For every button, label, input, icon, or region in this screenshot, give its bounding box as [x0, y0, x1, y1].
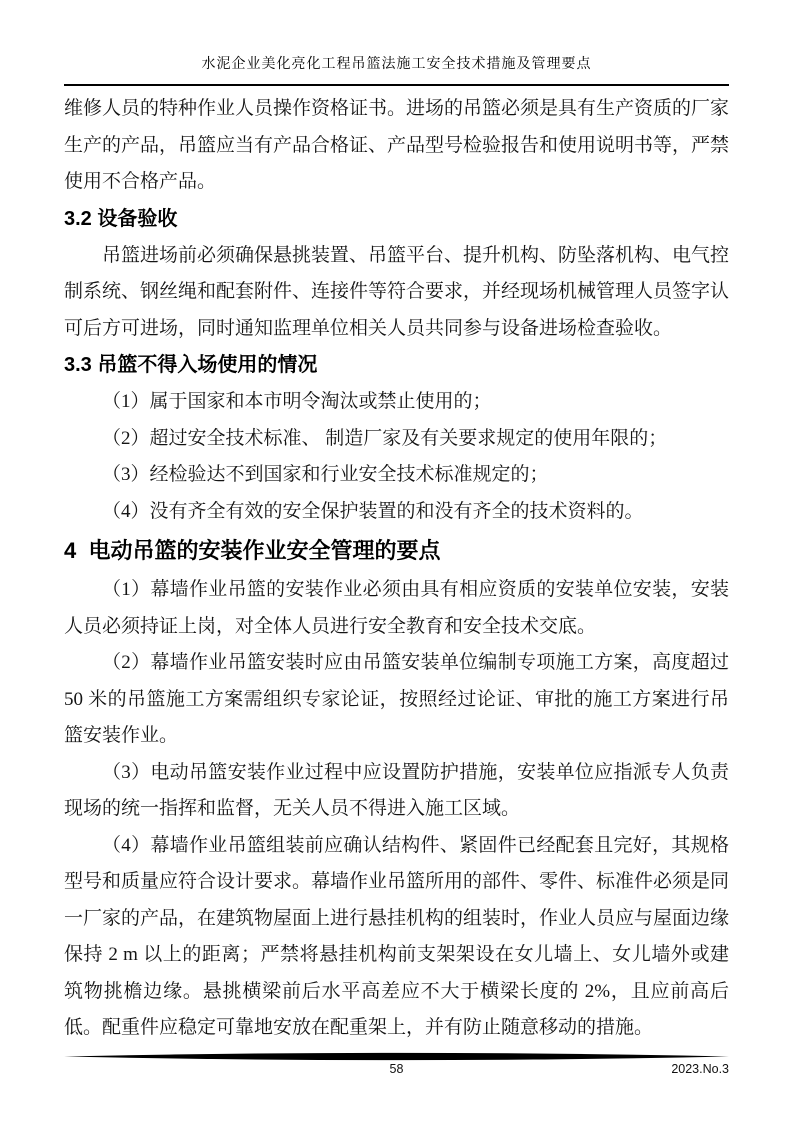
- footer-divider-bar-icon: [64, 1052, 729, 1061]
- section-4-paragraph: （2）幕墙作业吊篮安装时应由吊篮安装单位编制专项施工方案，高度超过50 米的吊篮施工方案需组织专家论证，按照经过论证、审批的施工方案进行吊篮安装作业。: [64, 652, 729, 746]
- page-number: 58: [389, 1062, 404, 1076]
- continuation-paragraph: 维修人员的特种作业人员操作资格证书。进场的吊篮必须是具有生产资质的厂家生产的产品，吊篮应当有产品合格证、产品型号检验报告和使用说明书等，严禁使用不合格产品。: [64, 98, 730, 192]
- section-4-heading: 4 电动吊篮的安装作业安全管理的要点: [64, 538, 441, 563]
- section-3-3-item: （2）超过安全技术标准、 制造厂家及有关要求规定的使用年限的；: [102, 427, 668, 449]
- page-footer: [64, 1052, 729, 1082]
- page-body: [64, 86, 729, 1047]
- header-title: 水泥企业美化亮化工程吊篮法施工安全技术措施及管理要点: [201, 57, 592, 72]
- section-3-2-paragraph: 吊篮进场前必须确保悬挑装置、吊篮平台、提升机构、防坠落机构、电气控制系统、钢丝绳和配套附件、连接件等符合要求，并经现场机械管理人员签字认可后方可进场，同时通知监理单位相关人员共同参与设备进场检查验收。: [64, 244, 730, 339]
- section-3-3-item: （3）经检验达不到国家和行业安全技术标准规定的；: [102, 464, 549, 485]
- issue-label: 2023.No.3: [671, 1062, 729, 1076]
- section-3-3-item: （4）没有齐全有效的安全保护装置的和没有齐全的技术资料的。: [102, 500, 644, 522]
- section-3-3-heading: 3.3 吊篮不得入场使用的情况: [64, 354, 318, 376]
- section-4-paragraph: （4）幕墙作业吊篮组装前应确认结构件、紧固件已经配套且完好，其规格型号和质量应符合设计要求。幕墙作业吊篮所用的部件、零件、标准件必须是同一厂家的产品，在建筑物屋面上进行悬挂机构的组装时，作业人员应与屋面边缘保持 2 m 以上的距离；严禁将悬挂机构前支架架设在女儿墙上、女儿墙外或建筑物挑檐边缘。悬挑横梁前后水平高差应不大于横梁长度的 2%，且应前高后低。配重件应稳定可靠地安放在配重架上，并有防止随意移动的措施。: [64, 834, 730, 1038]
- section-3-3-item: （1）属于国家和本市明令淘汰或禁止使用的；: [102, 391, 492, 412]
- footer-meta-row: [64, 1062, 729, 1082]
- section-4-paragraph: （1）幕墙作业吊篮的安装作业必须由具有相应资质的安装单位安装，安装人员必须持证上岗，对全体人员进行安全教育和安全技术交底。: [64, 579, 729, 637]
- page-header: [64, 56, 729, 86]
- section-4-paragraph: （3）电动吊篮安装作业过程中应设置防护措施，安装单位应指派专人负责现场的统一指挥和监督，无关人员不得进入施工区域。: [64, 761, 729, 819]
- section-3-2-heading: 3.2 设备验收: [64, 207, 178, 230]
